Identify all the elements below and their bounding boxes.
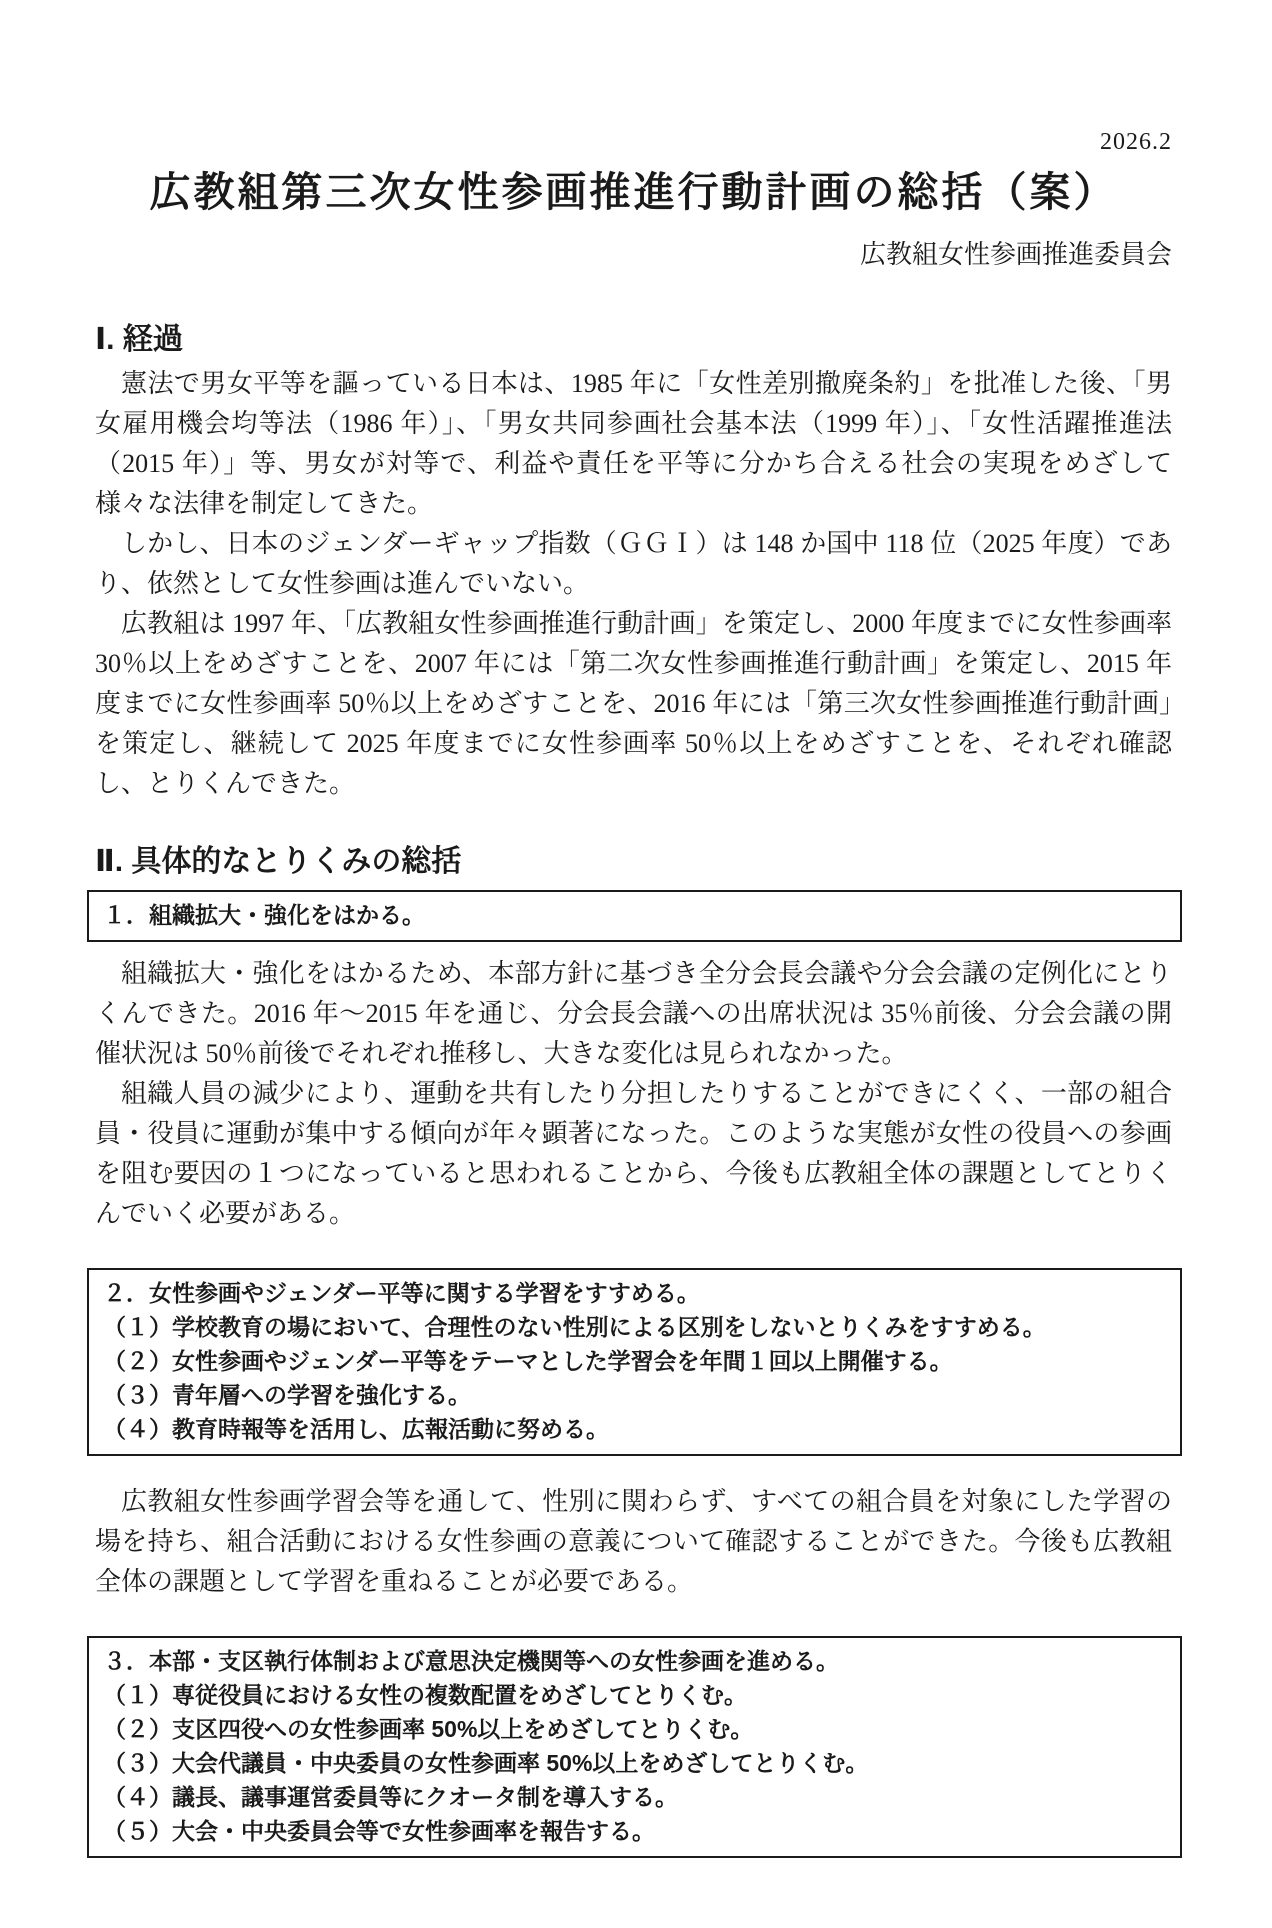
section-1-paragraph-1: 憲法で男女平等を謳っている日本は、1985 年に「女性差別撤廃条約」を批准した後、「男女雇用機会均等法（1986 年）」、「男女共同参画社会基本法（1999 年）」、「女性活躍推進法（2015 年）」等、男女が対等で、利益や責任を平等に分かち合える社会の実現をめざして様々な法律を制定してきた。 — [95, 369, 1172, 518]
document-byline: 広教組女性参画推進委員会 — [859, 240, 1172, 269]
goal-box-3-item-3: （３）大会代議員・中央委員の女性参画率 50%以上をめざしてとりくむ。 — [103, 1750, 869, 1776]
section-1-paragraph-2: しかし、日本のジェンダーギャップ指数（ＧＧＩ）は 148 か国中 118 位（2025 年度）であり、依然として女性参画は進んでいない。 — [95, 529, 1172, 598]
section-1-heading: Ⅰ. 経過 — [95, 323, 183, 356]
goal-box-1 — [87, 890, 1182, 942]
goal-box-2-item-2: （２）女性参画やジェンダー平等をテーマとした学習会を年間１回以上開催する。 — [103, 1348, 953, 1374]
section-2-heading: Ⅱ. 具体的なとりくみの総括 — [95, 845, 462, 878]
goal-box-2-item-1: （１）学校教育の場において、合理性のない性別による区別をしないとりくみをすすめる。 — [103, 1314, 1046, 1340]
document-page — [0, 128, 1272, 1928]
goal-box-3-item-5: （５）大会・中央委員会等で女性参画率を報告する。 — [103, 1818, 655, 1844]
document-title: 広教組第三次女性参画推進行動計画の総括（案） — [149, 169, 1118, 215]
goal-box-3-item-1: （１）専従役員における女性の複数配置をめざしてとりくむ。 — [103, 1682, 747, 1708]
goal-box-2 — [87, 1268, 1182, 1456]
goal-box-3 — [87, 1636, 1182, 1858]
goal-2-summary-paragraph-1: 広教組女性参画学習会等を通して、性別に関わらず、すべての組合員を対象にした学習の場を持ち、組合活動における女性参画の意義について確認することができた。今後も広教組全体の課題として学習を重ねることが必要である。 — [95, 1487, 1172, 1596]
goal-box-1-title: １．組織拡大・強化をはかる。 — [103, 902, 425, 928]
section-1-paragraph-3: 広教組は 1997 年、「広教組女性参画推進行動計画」を策定し、2000 年度までに女性参画率 30％以上をめざすことを、2007 年には「第二次女性参画推進行動計画」を策定し、2015 年度までに女性参画率 50％以上をめざすことを、2016 年には「第三次女性参画推進行動計画」を策定し、継続して 2025 年度までに女性参画率 50％以上をめざすことを、それぞれ確認し、とりくんできた。 — [95, 609, 1172, 798]
goal-1-summary-paragraph-2: 組織人員の減少により、運動を共有したり分担したりすることができにくく、一部の組合員・役員に運動が集中する傾向が年々顕著になった。このような実態が女性の役員への参画を阻む要因の１つになっていると思われることから、今後も広教組全体の課題としてとりくんでいく必要がある。 — [95, 1079, 1172, 1228]
goal-box-2-item-3: （３）青年層への学習を強化する。 — [103, 1382, 471, 1408]
document-date: 2026.2 — [1100, 129, 1172, 155]
goal-box-3-item-2: （２）支区四役への女性参画率 50%以上をめざしてとりくむ。 — [103, 1716, 754, 1742]
goal-box-3-title: ３．本部・支区執行体制および意思決定機関等への女性参画を進める。 — [103, 1648, 839, 1674]
goal-box-2-title: ２．女性参画やジェンダー平等に関する学習をすすめる。 — [103, 1280, 700, 1306]
goal-1-summary-paragraph-1: 組織拡大・強化をはかるため、本部方針に基づき全分会長会議や分会会議の定例化にとりくんできた。2016 年～2015 年を通じ、分会長会議への出席状況は 35％前後、分会会議の開催状況は 50％前後でそれぞれ推移し、大きな変化は見られなかった。 — [95, 959, 1172, 1068]
goal-box-2-item-4: （４）教育時報等を活用し、広報活動に努める。 — [103, 1416, 609, 1442]
goal-box-3-item-4: （４）議長、議事運営委員等にクオータ制を導入する。 — [103, 1784, 678, 1810]
